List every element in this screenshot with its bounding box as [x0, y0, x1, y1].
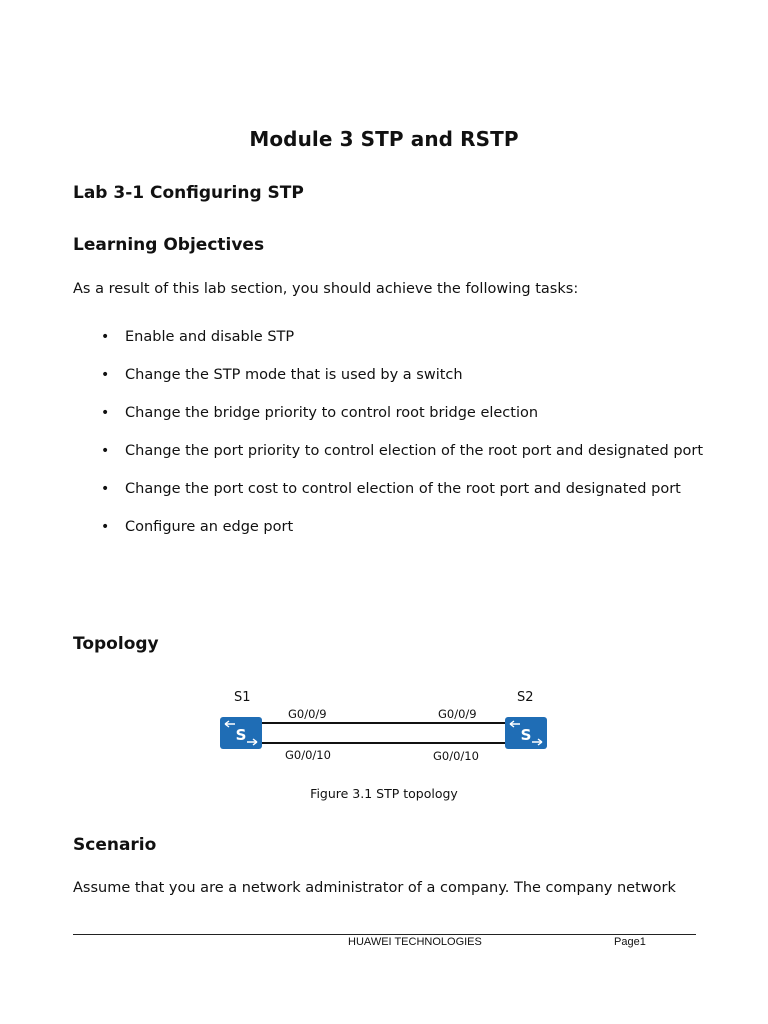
objectives-heading: Learning Objectives: [73, 235, 265, 255]
scenario-text: Assume that you are a network administrator of a company. The company network: [73, 880, 676, 896]
list-item: • Change the bridge priority to control root bridge election: [0, 394, 705, 432]
switch-s2-icon: [505, 717, 547, 749]
list-item: • Change the port priority to control election of the root port and designated port: [0, 432, 705, 470]
bullet-icon: •: [101, 329, 110, 345]
port-label-s1-bottom: G0/0/10: [285, 748, 331, 762]
footer-company: HUAWEI TECHNOLOGIES: [348, 936, 482, 948]
port-label-s1-top: G0/0/9: [288, 707, 327, 721]
bullet-icon: •: [101, 519, 110, 535]
port-label-s2-bottom: G0/0/10: [433, 749, 479, 763]
list-item: • Enable and disable STP: [0, 318, 705, 356]
topology-diagram: [205, 680, 565, 770]
figure-caption: Figure 3.1 STP topology: [310, 786, 458, 801]
bullet-icon: •: [101, 481, 110, 497]
topology-heading: Topology: [73, 634, 159, 654]
switch-s1-label: S1: [234, 690, 251, 705]
footer-divider: [73, 934, 696, 935]
objectives-intro: As a result of this lab section, you should achieve the following tasks:: [73, 281, 579, 297]
svg-text:S: S: [235, 726, 247, 744]
list-item: • Change the port cost to control election of the root port and designated port: [0, 470, 705, 508]
module-title: Module 3 STP and RSTP: [249, 127, 519, 151]
scenario-heading: Scenario: [73, 835, 157, 855]
lab-title: Lab 3-1 Configuring STP: [73, 183, 304, 203]
footer-page-number: Page1: [614, 936, 646, 948]
bullet-icon: •: [101, 367, 110, 383]
switch-s1-icon: [220, 717, 262, 749]
objectives-list: [0, 318, 705, 546]
bullet-icon: •: [101, 405, 110, 421]
list-item: • Change the STP mode that is used by a switch: [0, 356, 705, 394]
list-item: • Configure an edge port: [0, 508, 705, 546]
bullet-icon: •: [101, 443, 110, 459]
port-label-s2-top: G0/0/9: [438, 707, 477, 721]
svg-text:S: S: [520, 726, 532, 744]
switch-s2-label: S2: [517, 690, 534, 705]
